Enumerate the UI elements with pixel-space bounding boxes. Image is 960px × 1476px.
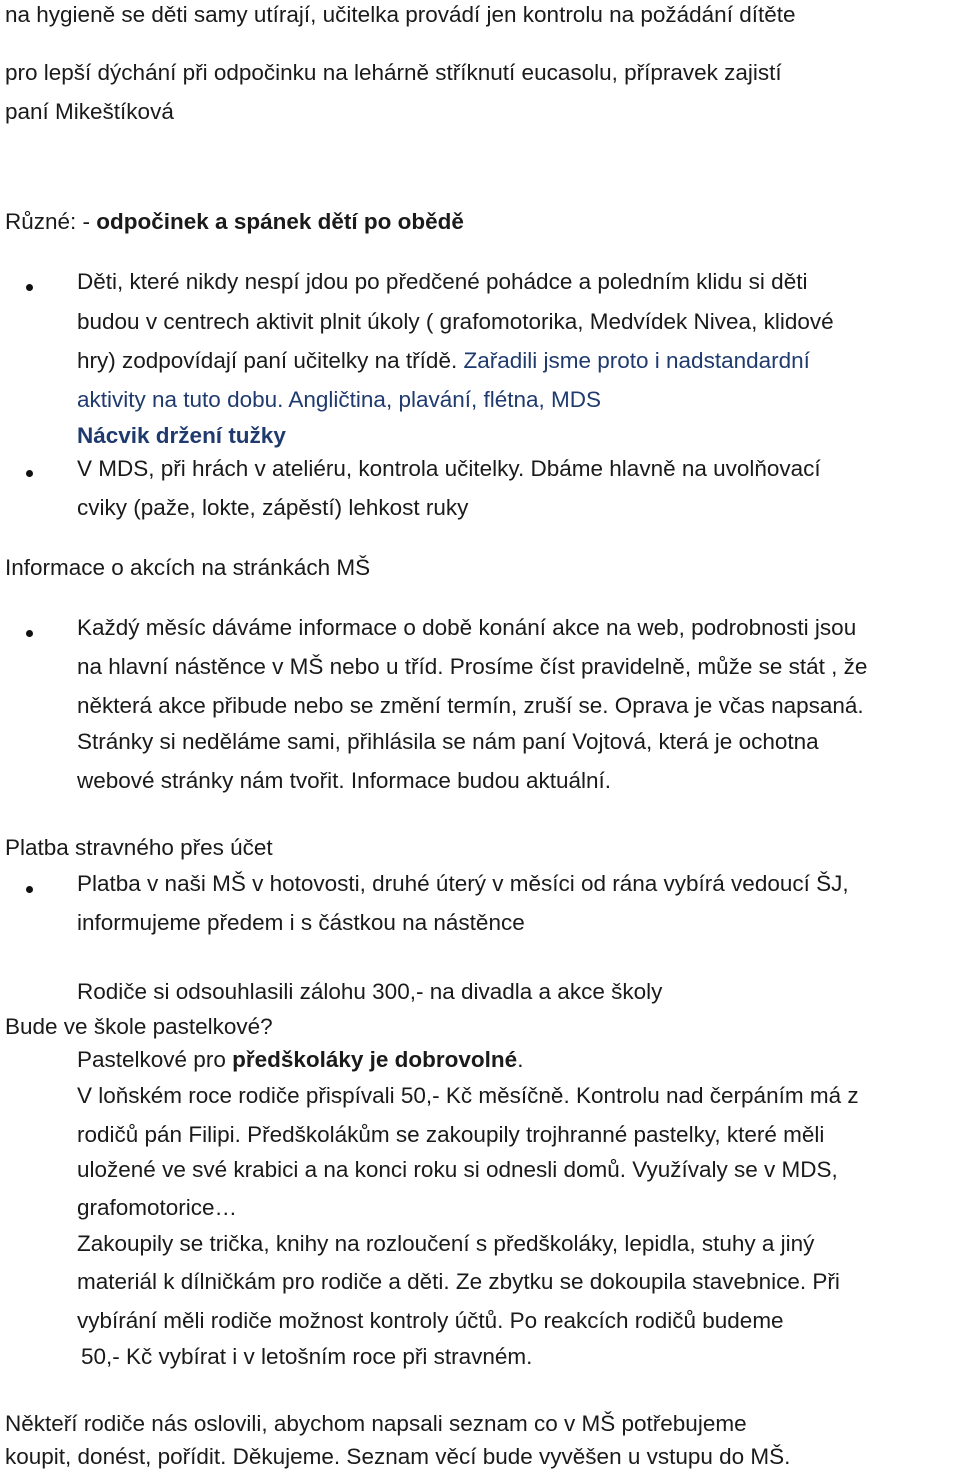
text-line: vybírání měli rodiče možnost kontroly účtů. Po reakcích rodičů budeme xyxy=(77,1308,784,1333)
text-line: Platba v naši MŠ v hotovosti, druhé úterý v měsíci od rána vybírá vedoucí ŠJ, xyxy=(77,871,849,896)
section-heading-rest: Různé: - odpočinek a spánek dětí po obědě xyxy=(5,209,464,234)
text-line: Někteří rodiče nás oslovili, abychom napsali seznam co v MŠ potřebujeme xyxy=(5,1411,747,1436)
section-heading: Informace o akcích na stránkách MŠ xyxy=(5,555,371,580)
text-line: paní Mikeštíková xyxy=(5,99,174,124)
bullet-icon xyxy=(26,886,33,893)
text-line: na hygieně se děti samy utírají, učitelka provádí jen kontrolu na požádání dítěte xyxy=(5,2,796,27)
bullet-icon xyxy=(26,284,33,291)
bullet-icon xyxy=(26,470,33,477)
text-line: koupit, donést, pořídit. Děkujeme. Seznam věcí bude vyvěšen u vstupu do MŠ. xyxy=(5,1444,791,1469)
text-line: materiál k dílničkám pro rodiče a děti. Ze zbytku se dokoupila stavebnice. Při xyxy=(77,1269,840,1294)
text-line: webové stránky nám tvořit. Informace budou aktuální. xyxy=(77,768,612,793)
text-line: Pastelkové pro předškoláky je dobrovolné. xyxy=(77,1047,524,1072)
text-line: aktivity na tuto dobu. Angličtina, plavání, flétna, MDS xyxy=(77,387,602,412)
text-line: Stránky si neděláme sami, přihlásila se nám paní Vojtová, která je ochotna xyxy=(77,729,819,754)
text-line: V loňském roce rodiče přispívali 50,- Kč měsíčně. Kontrolu nad čerpáním má z xyxy=(77,1083,859,1108)
section-heading: Bude ve škole pastelkové? xyxy=(5,1014,273,1039)
text-line: cviky (paže, lokte, zápěstí) lehkost ruky xyxy=(77,495,469,520)
subheading: Nácvik držení tužky xyxy=(77,423,286,448)
text-line: některá akce přibude nebo se změní termín, zruší se. Oprava je včas napsaná. xyxy=(77,693,864,718)
text-line: Každý měsíc dáváme informace o době konání akce na web, podrobnosti jsou xyxy=(77,615,857,640)
text-line: informujeme předem i s částkou na nástěnce xyxy=(77,910,525,935)
text-line: rodičů pán Filipi. Předškolákům se zakoupily trojhranné pastelky, které měli xyxy=(77,1122,825,1147)
text-line: grafomotorice… xyxy=(77,1195,238,1220)
text-line: pro lepší dýchání při odpočinku na lehárně stříknutí eucasolu, přípravek zajistí xyxy=(5,60,782,85)
text-line: Rodiče si odsouhlasili zálohu 300,- na divadla a akce školy xyxy=(77,979,663,1004)
bullet-icon xyxy=(26,630,33,637)
text-line: Zakoupily se trička, knihy na rozloučení s předškoláky, lepidla, stuhy a jiný xyxy=(77,1231,815,1256)
text-line: hry) zodpovídají paní učitelky na třídě. Zařadili jsme proto i nadstandardní xyxy=(77,348,810,373)
text-line: na hlavní nástěnce v MŠ nebo u tříd. Prosíme číst pravidelně, může se stát , že xyxy=(77,654,868,679)
section-heading: Platba stravného přes účet xyxy=(5,835,273,860)
text-line: budou v centrech aktivit plnit úkoly ( grafomotorika, Medvídek Nivea, klidové xyxy=(77,309,834,334)
text-line: Děti, které nikdy nespí jdou po předčené pohádce a poledním klidu si děti xyxy=(77,269,808,294)
text-line: V MDS, při hrách v ateliéru, kontrola učitelky. Dbáme hlavně na uvolňovací xyxy=(77,456,821,481)
text-line: 50,- Kč vybírat i v letošním roce při stravném. xyxy=(81,1344,533,1369)
text-line: uložené ve své krabici a na konci roku si odnesli domů. Využívaly se v MDS, xyxy=(77,1157,838,1182)
